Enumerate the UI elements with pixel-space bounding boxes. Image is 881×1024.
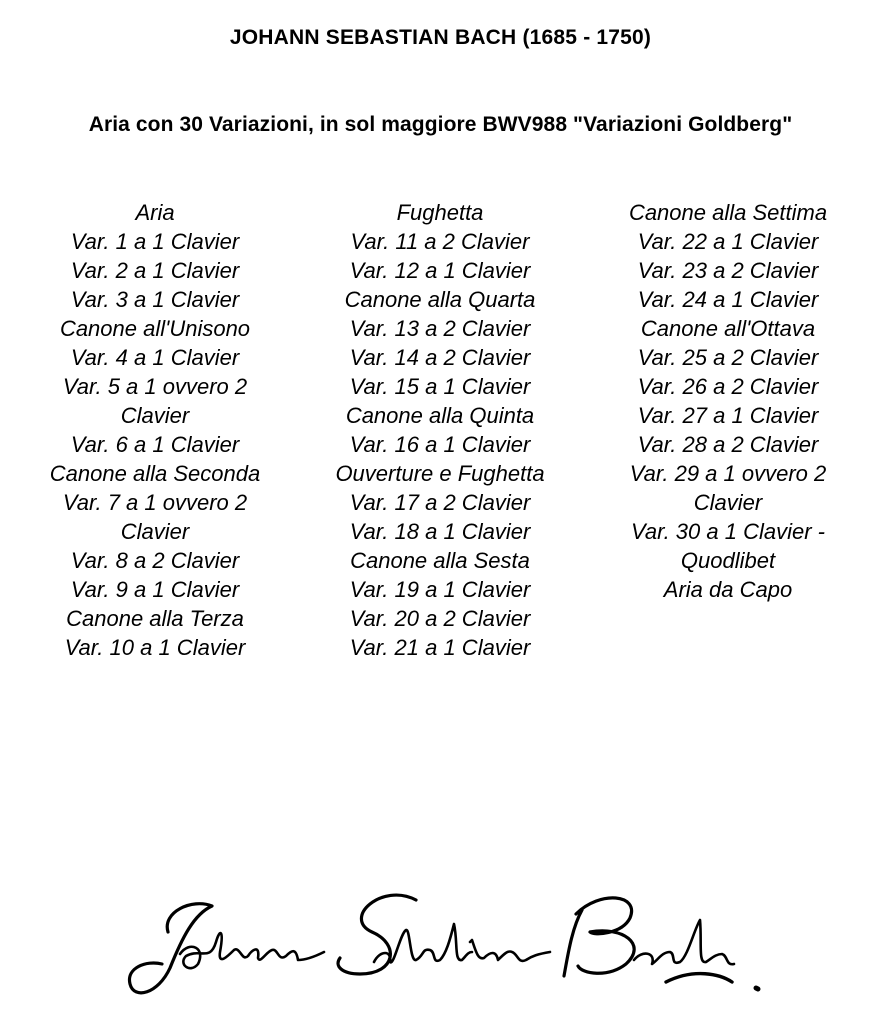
list-item: Var. 30 a 1 Clavier - (630, 519, 825, 544)
list-item: Var. 5 a 1 ovvero 2 (62, 374, 248, 399)
list-item: Var. 22 a 1 Clavier (637, 229, 819, 254)
variations-column-3 (593, 198, 863, 604)
list-item: Var. 19 a 1 Clavier (349, 577, 531, 602)
list-item: Canone all'Ottava (640, 316, 816, 341)
composer-heading: JOHANN SEBASTIAN BACH (1685 - 1750) (229, 26, 652, 49)
list-item: Var. 12 a 1 Clavier (349, 258, 531, 283)
list-item: Var. 28 a 2 Clavier (637, 432, 819, 457)
list-item: Var. 16 a 1 Clavier (349, 432, 531, 457)
list-item: Canone alla Seconda (49, 461, 261, 486)
list-item: Var. 24 a 1 Clavier (637, 287, 819, 312)
list-item: Var. 25 a 2 Clavier (637, 345, 819, 370)
list-item: Quodlibet (680, 548, 776, 573)
list-item: Var. 17 a 2 Clavier (349, 490, 531, 515)
list-item: Canone alla Quarta (344, 287, 536, 312)
list-item: Var. 2 a 1 Clavier (70, 258, 240, 283)
list-item: Var. 13 a 2 Clavier (349, 316, 531, 341)
list-item: Var. 15 a 1 Clavier (349, 374, 531, 399)
list-item: Var. 21 a 1 Clavier (349, 635, 531, 660)
list-item: Var. 18 a 1 Clavier (349, 519, 531, 544)
list-item: Canone alla Quinta (345, 403, 535, 428)
list-item: Clavier (120, 403, 190, 428)
list-item: Var. 6 a 1 Clavier (70, 432, 240, 457)
list-item: Var. 8 a 2 Clavier (70, 548, 240, 573)
list-item: Clavier (693, 490, 763, 515)
list-item: Canone all'Unisono (59, 316, 251, 341)
list-item: Var. 27 a 1 Clavier (637, 403, 819, 428)
list-item: Canone alla Settima (628, 200, 828, 225)
list-item: Aria (135, 200, 175, 225)
work-title: Aria con 30 Variazioni, in sol maggiore BWV988 "Variazioni Goldberg" (88, 113, 793, 136)
list-item: Var. 11 a 2 Clavier (350, 229, 530, 254)
list-item: Var. 7 a 1 ovvero 2 (62, 490, 248, 515)
list-item: Var. 26 a 2 Clavier (637, 374, 819, 399)
list-item: Var. 9 a 1 Clavier (70, 577, 240, 602)
list-item: Var. 29 a 1 ovvero 2 (629, 461, 827, 486)
list-item: Canone alla Sesta (350, 548, 530, 573)
signature-graphic (110, 870, 770, 1010)
bach-signature (110, 870, 770, 1010)
list-item: Clavier (120, 519, 190, 544)
list-item: Canone alla Terza (66, 606, 244, 631)
list-item: Var. 3 a 1 Clavier (70, 287, 240, 312)
variations-column-1 (20, 198, 290, 662)
list-item: Var. 1 a 1 Clavier (70, 229, 240, 254)
list-item: Var. 10 a 1 Clavier (64, 635, 246, 660)
list-item: Aria da Capo (663, 577, 793, 602)
list-item: Fughetta (396, 200, 484, 225)
list-item: Var. 23 a 2 Clavier (637, 258, 819, 283)
list-item: Var. 20 a 2 Clavier (349, 606, 531, 631)
variations-column-2 (305, 198, 575, 662)
list-item: Var. 14 a 2 Clavier (349, 345, 531, 370)
list-item: Ouverture e Fughetta (335, 461, 545, 486)
list-item: Var. 4 a 1 Clavier (70, 345, 240, 370)
